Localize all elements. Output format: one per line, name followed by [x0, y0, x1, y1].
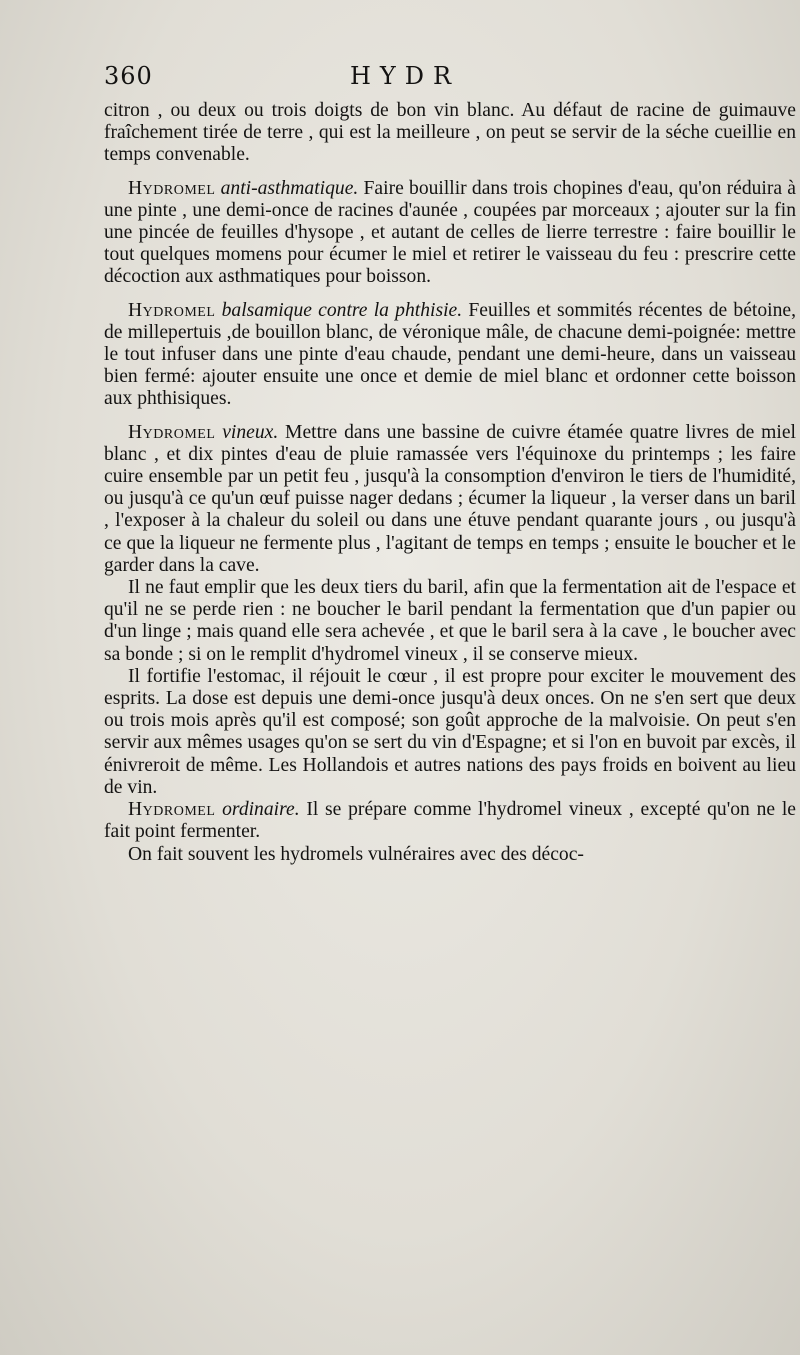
paragraph-text: Faire bouillir dans trois chopines d'eau, qu'on réduira à une pinte , une demi-once de racines d'aunée , coupées par morceaux ; ajouter sur la fin une pincée de feuilles d'hysope , et autant de celles de lierre terrestre : faire bouillir le tout quelques momens pour écumer le miel et retirer le vaisseau du feu : prescrire cette décoction aux asthmatiques pour boisson.: [104, 177, 796, 288]
paragraph-properties: [104, 666, 796, 799]
page-header: [104, 62, 796, 98]
entry-term: anti-asthmatique.: [220, 177, 359, 199]
page-number: 360: [104, 62, 153, 90]
paragraph-hydromel-vineux: [104, 422, 796, 577]
paragraph-text: citron , ou deux ou trois doigts de bon vin blanc. Au défaut de racine de guimauve fraîchement tirée de terre , qui est la meilleure , on peut se servir de la séche cueillie en temps convenable.: [104, 100, 796, 166]
paragraph-vulneraires: [104, 844, 796, 866]
paragraph-text: On fait souvent les hydromels vulnéraires avec des décoc-: [128, 843, 584, 865]
entry-term: ordinaire.: [222, 799, 300, 821]
paragraph-text: Il se prépare comme l'hydromel vineux , excepté qu'on ne le fait point fermenter.: [104, 799, 796, 843]
entry-term: vineux.: [222, 421, 279, 443]
paragraph-text: Il ne faut emplir que les deux tiers du baril, afin que la fermentation ait de l'espace et qu'il ne se perde rien : ne boucher le baril pendant la fermentation que d'un papier ou d'un linge ; mais quand elle sera achevée , et que le baril sera à la cave , le boucher avec sa bonde ; si on le remplit d'hydromel vineux , il se conserve mieux.: [104, 577, 796, 665]
paragraph-hydromel-ordinaire: [104, 799, 796, 843]
paragraph-continuation: [104, 100, 796, 167]
body-text: [104, 100, 796, 866]
paragraph-text: Mettre dans une bassine de cuivre étamée quatre livres de miel blanc , et dix pintes d'eau de pluie ramassée vers l'équinoxe du printemps ; les faire cuire ensemble par un petit feu , jusqu'à la consomption d'environ le tiers de l'humidité, ou jusqu'à ce qu'un œuf puisse nager dedans ; écumer la liqueur , la verser dans un baril , l'exposer à la chaleur du soleil ou dans une étuve pendant quarante jours , ou jusqu'à ce que la liqueur ne fermente plus , l'agitant de temps en temps ; ensuite le boucher et le garder dans la cave.: [104, 421, 796, 576]
entry-term: balsamique contre la phthisie.: [221, 299, 463, 321]
paragraph-hydromel-anti-asthmatique: [104, 178, 796, 289]
paragraph-fermentation: [104, 577, 796, 666]
running-head: HYDR: [350, 62, 461, 90]
entry-lead: Hydromel: [128, 299, 216, 321]
paragraph-hydromel-balsamique: [104, 300, 796, 411]
entry-lead: Hydromel: [128, 799, 216, 821]
entry-lead: Hydromel: [128, 177, 216, 199]
paragraph-text: Il fortifie l'estomac, il réjouit le cœur , il est propre pour exciter le mouvement des esprits. La dose est depuis une demi-once jusqu'à deux onces. On ne s'en sert que deux ou trois mois après qu'il est composé; son goût approche de la malvoisie. On peut s'en servir aux mêmes usages qu'on se sert du vin d'Espagne; et si l'on en buvoit par excès, il énivreroit de même. Les Hollandois et autres nations des pays froids en boivent au lieu de vin.: [104, 665, 796, 798]
entry-lead: Hydromel: [128, 421, 216, 443]
paragraph-text: Feuilles et sommités récentes de bétoine, de millepertuis ,de bouillon blanc, de véronique mâle, de chacune demi-poignée: mettre le tout infuser dans une pinte d'eau chaude, pendant une demi-heure, dans un vaisseau bien fermé: ajouter ensuite une once et demie de miel blanc et ordonner cette boisson aux phthisiques.: [104, 299, 796, 410]
